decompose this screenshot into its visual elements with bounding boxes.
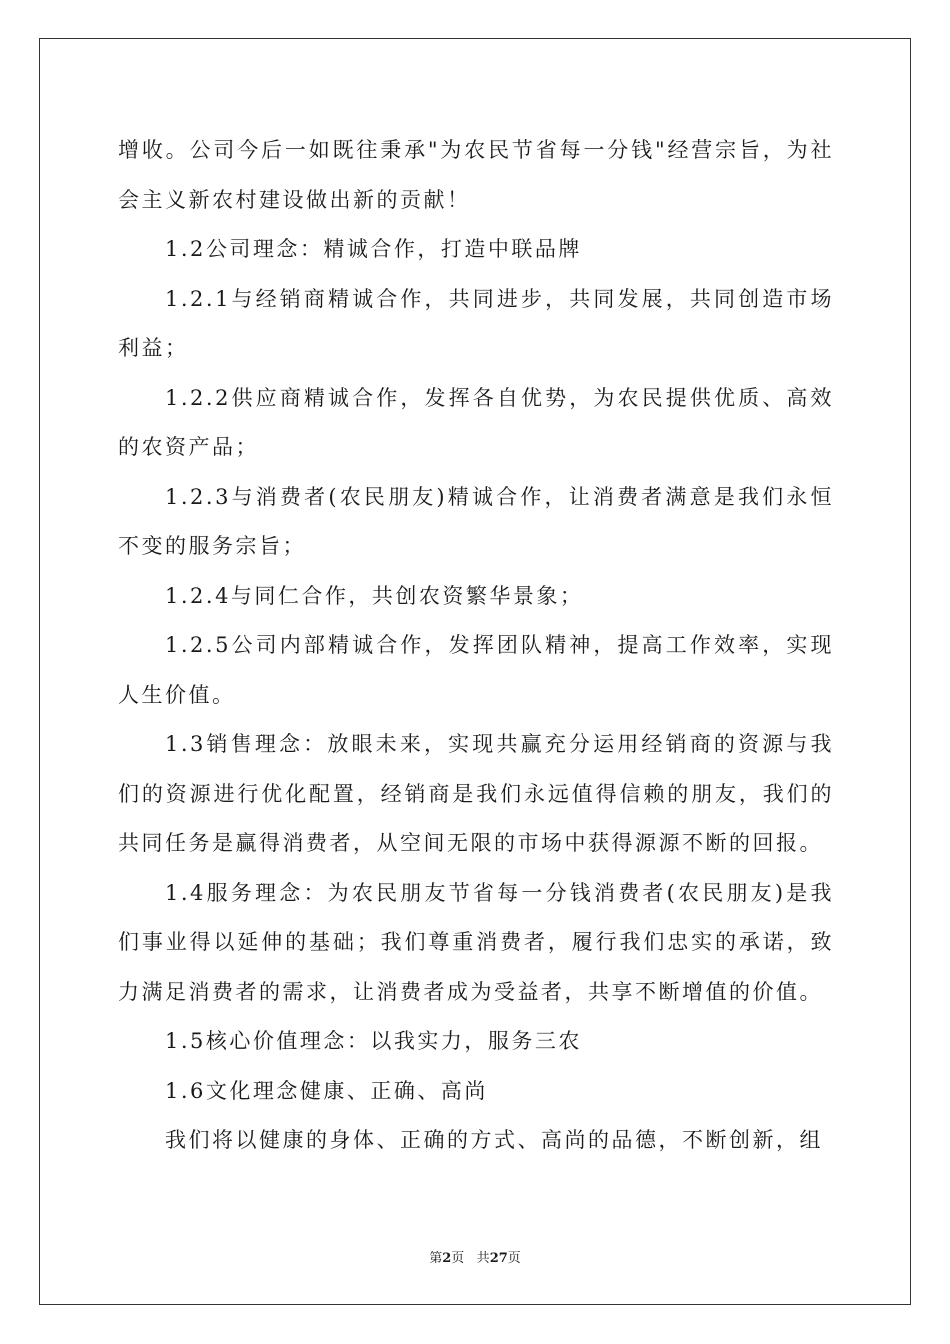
paragraph-7: 1.3销售理念：放眼未来，实现共赢充分运用经销商的资源与我们的资源进行优化配置，经销商是我们永远值得信赖的朋友，我们的共同任务是赢得消费者，从空间无限的市场中获得源源不断的回报。 [118,732,834,855]
paragraph-5: 1.2.4与同仁合作，共创农资繁华景象； [165,583,584,608]
total-pages: 27 [489,1251,508,1266]
page-prefix: 第 [429,1251,443,1266]
total-suffix: 页 [507,1251,521,1266]
paragraph-1: 1.2公司理念：精诚合作，打造中联品牌 [165,237,582,261]
paragraph-3: 1.2.2供应商精诚合作，发挥各自优势，为农民提供优质、高效的农资产品； [118,385,834,459]
paragraph-9: 1.5核心价值理念：以我实力，服务三农 [165,1029,582,1053]
paragraph-10: 1.6文化理念健康、正确、高尚 [165,1078,488,1103]
paragraph-0: 增收。公司今后一如既往秉承"为农民节省每一分钱"经营宗旨，为社会主义新农村建设做出新的贡献！ [118,138,834,212]
paragraph-4: 1.2.3与消费者(农民朋友)精诚合作，让消费者满意是我们永恒不变的服务宗旨； [118,484,834,558]
page-suffix: 页 [451,1251,465,1266]
paragraph-11: 我们将以健康的身体、正确的方式、高尚的品德，不断创新，组 [165,1128,823,1152]
paragraph-8: 1.4服务理念：为农民朋友节省每一分钱消费者(农民朋友)是我们事业得以延伸的基础；我们尊重消费者，履行我们忠实的承诺，致力满足消费者的需求，让消费者成为受益者，共享不断增值的价值。 [118,880,834,1004]
paragraph-2: 1.2.1与经销商精诚合作，共同进步，共同发展，共同创造市场利益； [118,286,834,360]
document-body [118,126,834,1166]
page-footer [0,1247,950,1266]
page-number: 2 [442,1251,452,1266]
paragraph-6: 1.2.5公司内部精诚合作，发挥团队精神，提高工作效率，实现人生价值。 [118,633,834,707]
total-prefix: 共 [476,1251,490,1266]
